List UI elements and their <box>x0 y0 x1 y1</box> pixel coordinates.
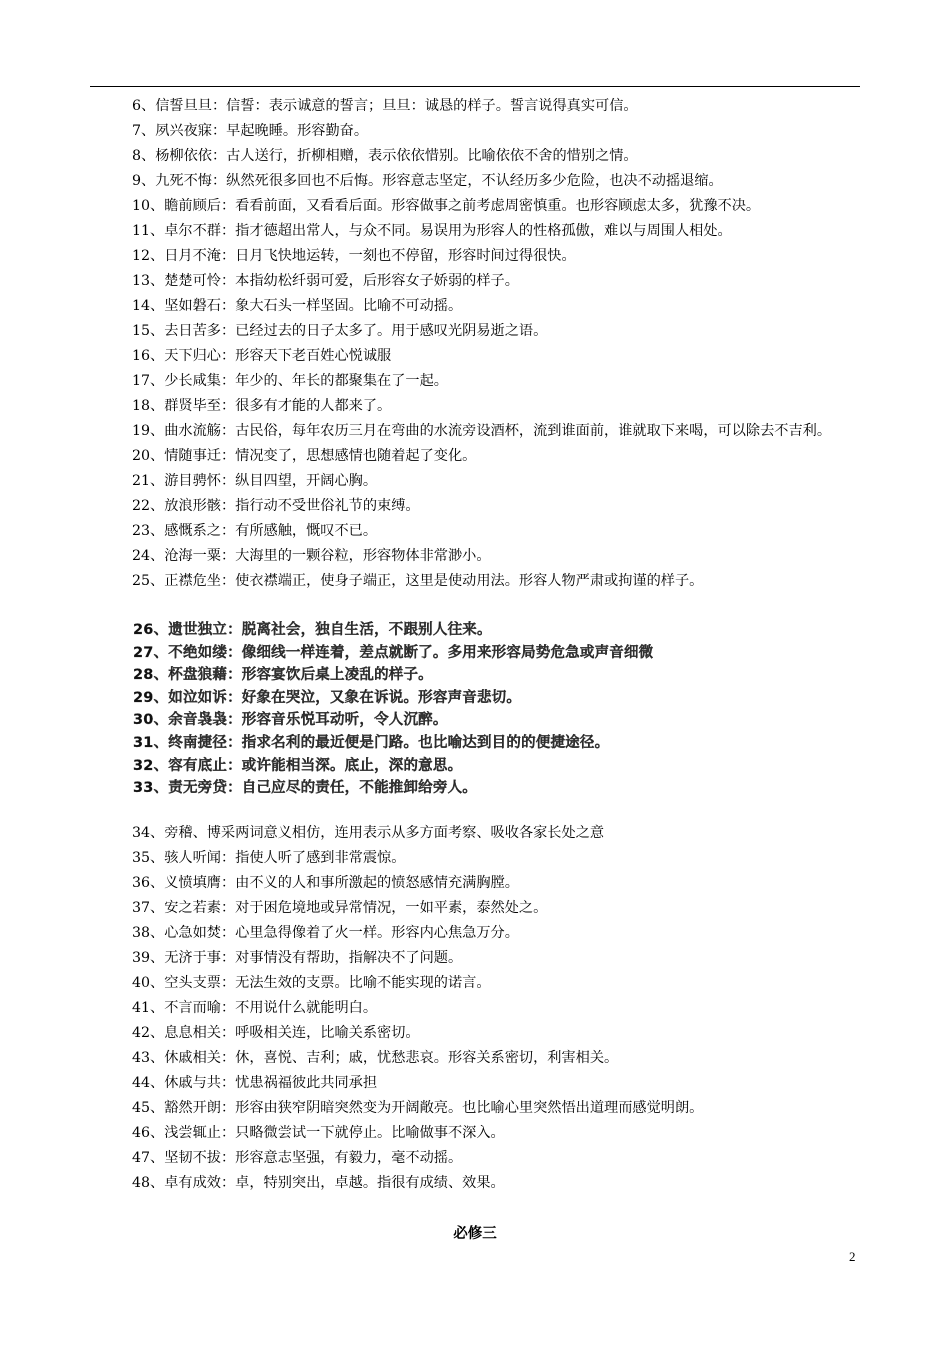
header-rule <box>90 86 860 87</box>
idiom-entry: 18、群贤毕至：很多有才能的人都来了。 <box>132 398 392 414</box>
idiom-entry: 6、信誓旦旦：信誓：表示诚意的誓言；旦旦：诚恳的样子。誓言说得真实可信。 <box>132 98 638 114</box>
idiom-entry: 21、游目骋怀：纵目四望，开阔心胸。 <box>132 473 378 489</box>
idiom-entry: 11、卓尔不群：指才德超出常人，与众不同。易误用为形容人的性格孤傲，难以与周围人相处。 <box>132 223 732 239</box>
idiom-entry: 37、安之若素：对于困危境地或异常情况，一如平素，泰然处之。 <box>132 900 548 916</box>
idiom-entry: 46、浅尝辄止：只略微尝试一下就停止。比喻做事不深入。 <box>132 1125 505 1141</box>
idiom-entry: 16、天下归心：形容天下老百姓心悦诚服 <box>132 348 392 364</box>
idiom-entry: 40、空头支票：无法生效的支票。比喻不能实现的诺言。 <box>132 975 491 991</box>
scanned-idiom-list <box>90 619 860 800</box>
idiom-entry: 35、骇人听闻：指使人听了感到非常震惊。 <box>132 850 406 866</box>
idiom-entry: 34、旁稽、博采两词意义相仿，连用表示从多方面考察、吸收各家长处之意 <box>132 825 605 841</box>
idiom-list-part-2 <box>90 821 860 1196</box>
idiom-entry: 14、坚如磐石：象大石头一样坚固。比喻不可动摇。 <box>132 298 463 314</box>
scanned-idiom-entry: 33、责无旁贷：自己应尽的责任，不能推卸给旁人。 <box>133 780 477 797</box>
idiom-entry: 47、坚韧不拔：形容意志坚强，有毅力，毫不动摇。 <box>132 1150 463 1166</box>
scanned-idiom-entry: 32、容有底止：或许能相当深。底止，深的意思。 <box>133 757 463 774</box>
idiom-entry: 12、日月不淹：日月飞快地运转，一刻也不停留，形容时间过得很快。 <box>132 248 576 264</box>
idiom-entry: 22、放浪形骸：指行动不受世俗礼节的束缚。 <box>132 498 420 514</box>
idiom-entry: 25、正襟危坐：使衣襟端正，使身子端正，这里是使动用法。形容人物严肃或拘谨的样子。 <box>132 573 704 589</box>
scanned-idiom-entry: 31、终南捷径：指求名利的最近便是门路。也比喻达到目的的便捷途径。 <box>133 734 610 751</box>
idiom-entry: 17、少长咸集：年少的、年长的都聚集在了一起。 <box>132 373 448 389</box>
idiom-entry: 42、息息相关：呼吸相关连，比喻关系密切。 <box>132 1025 420 1041</box>
scanned-idiom-entry: 29、如泣如诉：好象在哭泣，又象在诉说。形容声音悲切。 <box>133 689 522 706</box>
page-number: 2 <box>849 1249 856 1264</box>
idiom-entry: 36、义愤填膺：由不义的人和事所激起的愤怒感情充满胸膛。 <box>132 875 519 891</box>
idiom-entry: 19、曲水流觞：古民俗，每年农历三月在弯曲的水流旁设酒杯，流到谁面前，谁就取下来喝，可以除去不吉利。 <box>132 423 832 439</box>
idiom-entry: 9、九死不悔：纵然死很多回也不后悔。形容意志坚定，不认经历多少危险，也决不动摇退缩。 <box>132 173 723 189</box>
idiom-entry: 38、心急如焚：心里急得像着了火一样。形容内心焦急万分。 <box>132 925 519 941</box>
scanned-idiom-entry: 27、不绝如缕：像细线一样连着，差点就断了。多用来形容局势危急或声音细微 <box>133 644 654 661</box>
idiom-list-part-1 <box>90 94 860 594</box>
idiom-entry: 48、卓有成效：卓，特别突出，卓越。指很有成绩、效果。 <box>132 1175 505 1191</box>
idiom-entry: 23、感慨系之：有所感触，慨叹不已。 <box>132 523 378 539</box>
idiom-entry: 13、楚楚可怜：本指幼松纤弱可爱，后形容女子娇弱的样子。 <box>132 273 519 289</box>
scanned-idiom-entry: 30、余音袅袅：形容音乐悦耳动听，令人沉醉。 <box>133 712 448 729</box>
idiom-entry: 15、去日苦多：已经过去的日子太多了。用于感叹光阴易逝之语。 <box>132 323 548 339</box>
idiom-entry: 10、瞻前顾后：看看前面，又看看后面。形容做事之前考虑周密慎重。也形容顾虑太多，犹豫不决。 <box>132 198 761 214</box>
idiom-entry: 7、夙兴夜寐：早起晚睡。形容勤奋。 <box>132 123 369 139</box>
idiom-entry: 8、杨柳依依：古人送行，折柳相赠，表示依依惜别。比喻依依不舍的惜别之情。 <box>132 148 638 164</box>
idiom-entry: 20、情随事迁：情况变了，思想感情也随着起了变化。 <box>132 448 477 464</box>
idiom-entry: 43、休戚相关：休，喜悦、吉利；戚，忧愁悲哀。形容关系密切，利害相关。 <box>132 1050 619 1066</box>
scanned-idiom-entry: 28、杯盘狼藉：形容宴饮后桌上凌乱的样子。 <box>133 667 433 684</box>
scanned-idiom-entry: 26、遗世独立：脱离社会，独自生活，不跟别人往来。 <box>133 622 492 638</box>
idiom-entry: 24、沧海一粟：大海里的一颗谷粒，形容物体非常渺小。 <box>132 548 491 564</box>
idiom-entry: 44、休戚与共：忧患祸福彼此共同承担 <box>132 1075 378 1091</box>
idiom-entry: 45、豁然开朗：形容由狭窄阴暗突然变为开阔敞亮。也比喻心里突然悟出道理而感觉明朗。 <box>132 1100 704 1116</box>
section-title: 必修三 <box>453 1225 497 1242</box>
idiom-entry: 39、无济于事：对事情没有帮助，指解决不了问题。 <box>132 950 463 966</box>
idiom-entry: 41、不言而喻：不用说什么就能明白。 <box>132 1000 378 1016</box>
